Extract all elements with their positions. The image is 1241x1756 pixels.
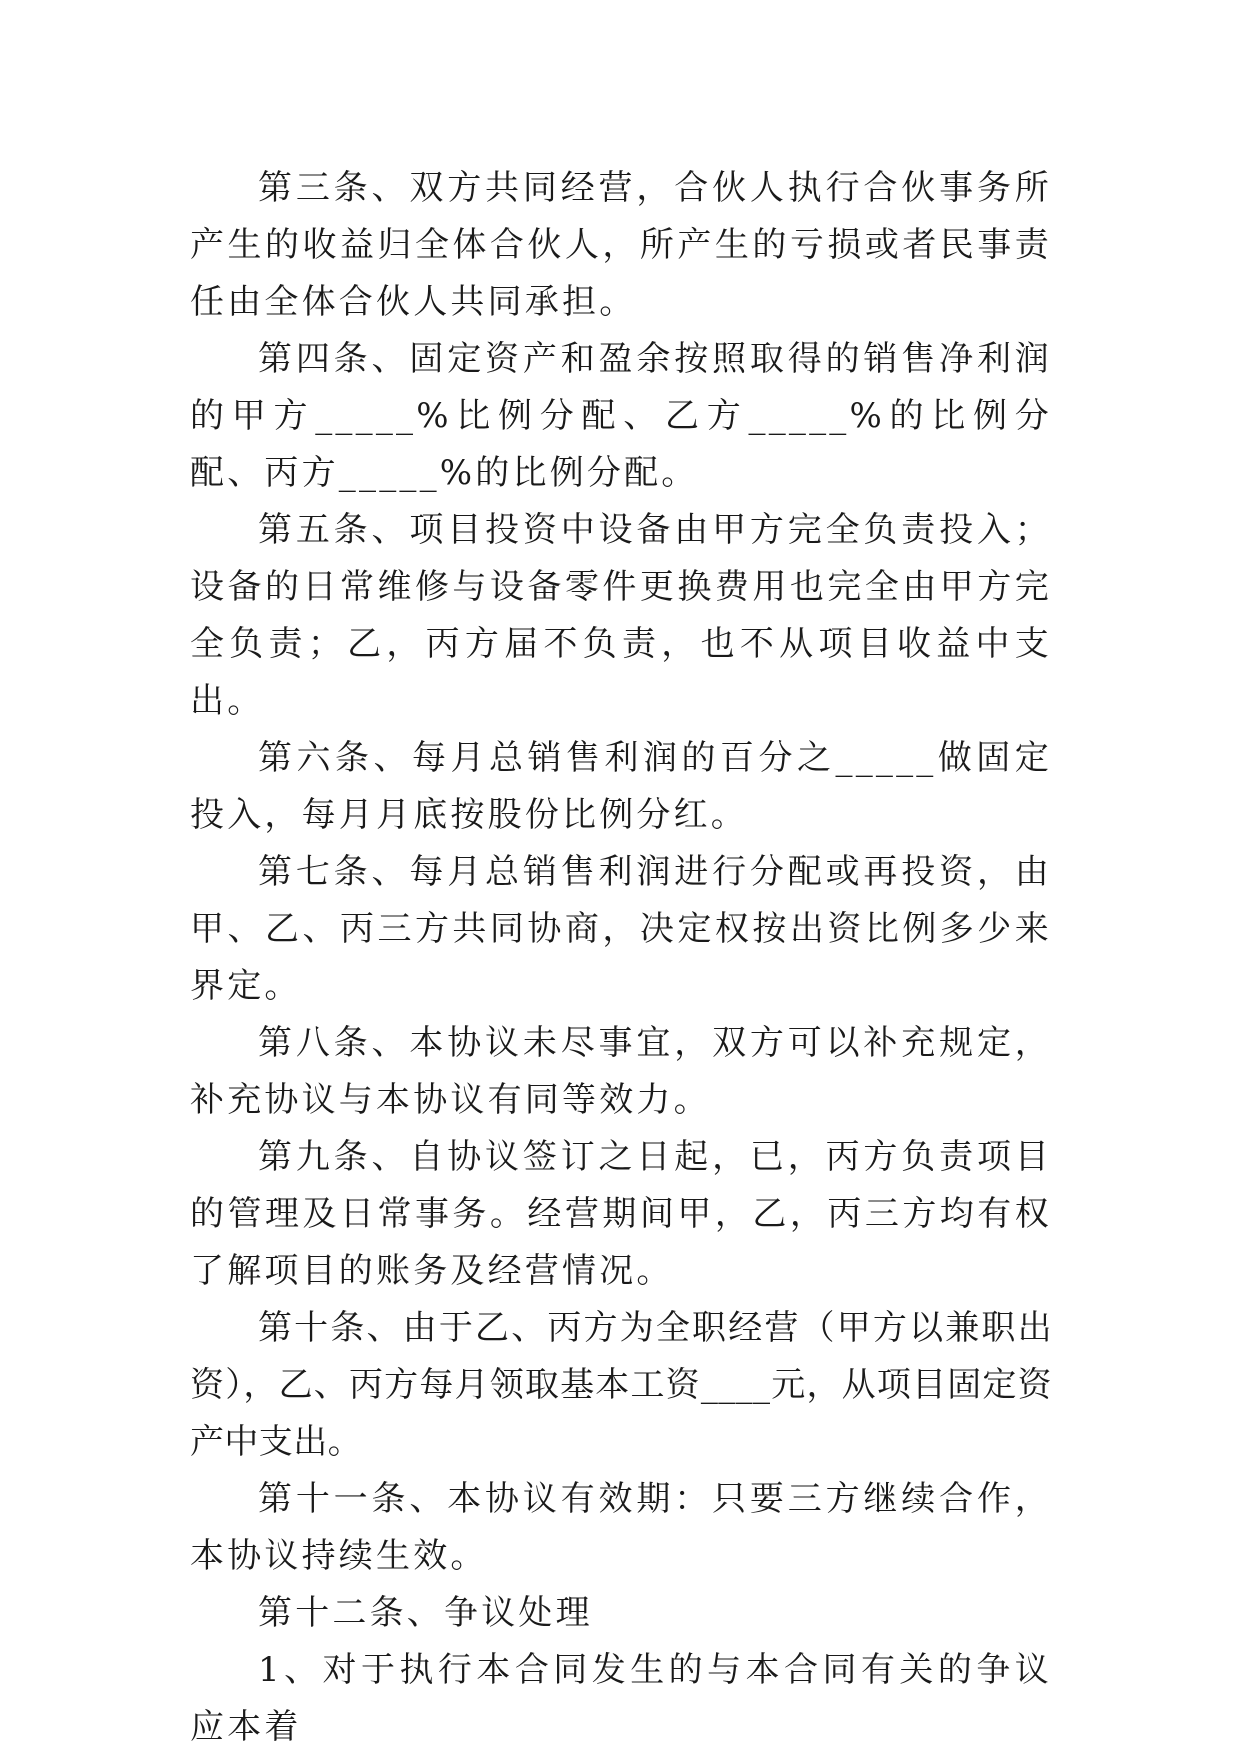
clause-5: 第五条、项目投资中设备由甲方完全负责投入；设备的日常维修与设备零件更换费用也完全由甲方完全负责；乙，丙方届不负责，也不从项目收益中支出。 [190, 510, 1052, 721]
clause-12-heading: 第十二条、争议处理 [258, 1593, 593, 1633]
clause-7: 第七条、每月总销售利润进行分配或再投资，由甲、乙、丙三方共同协商，决定权按出资比例多少来界定。 [190, 852, 1052, 1006]
clause-4: 第四条、固定资产和盈余按照取得的销售净利润的甲方_____%比例分配、乙方_____%的比例分配、丙方_____%的比例分配。 [190, 339, 1052, 493]
clause-11: 第十一条、本协议有效期：只要三方继续合作，本协议持续生效。 [190, 1479, 1052, 1576]
clause-9: 第九条、自协议签订之日起，已，丙方负责项目的管理及日常事务。经营期间甲，乙，丙三方均有权了解项目的账务及经营情况。 [190, 1137, 1052, 1291]
clause-6: 第六条、每月总销售利润的百分之_____做固定投入，每月月底按股份比例分红。 [190, 738, 1052, 835]
contract-body [190, 160, 1052, 1756]
clause-3: 第三条、双方共同经营，合伙人执行合伙事务所产生的收益归全体合伙人，所产生的亏损或者民事责任由全体合伙人共同承担。 [190, 168, 1052, 322]
clause-10: 第十条、由于乙、丙方为全职经营（甲方以兼职出资），乙、丙方每月领取基本工资____元，从项目固定资产中支出。 [190, 1308, 1052, 1462]
clause-8: 第八条、本协议未尽事宜，双方可以补充规定，补充协议与本协议有同等效力。 [190, 1023, 1052, 1120]
clause-12-item-1: 1、对于执行本合同发生的与本合同有关的争议应本着 [190, 1650, 1052, 1747]
